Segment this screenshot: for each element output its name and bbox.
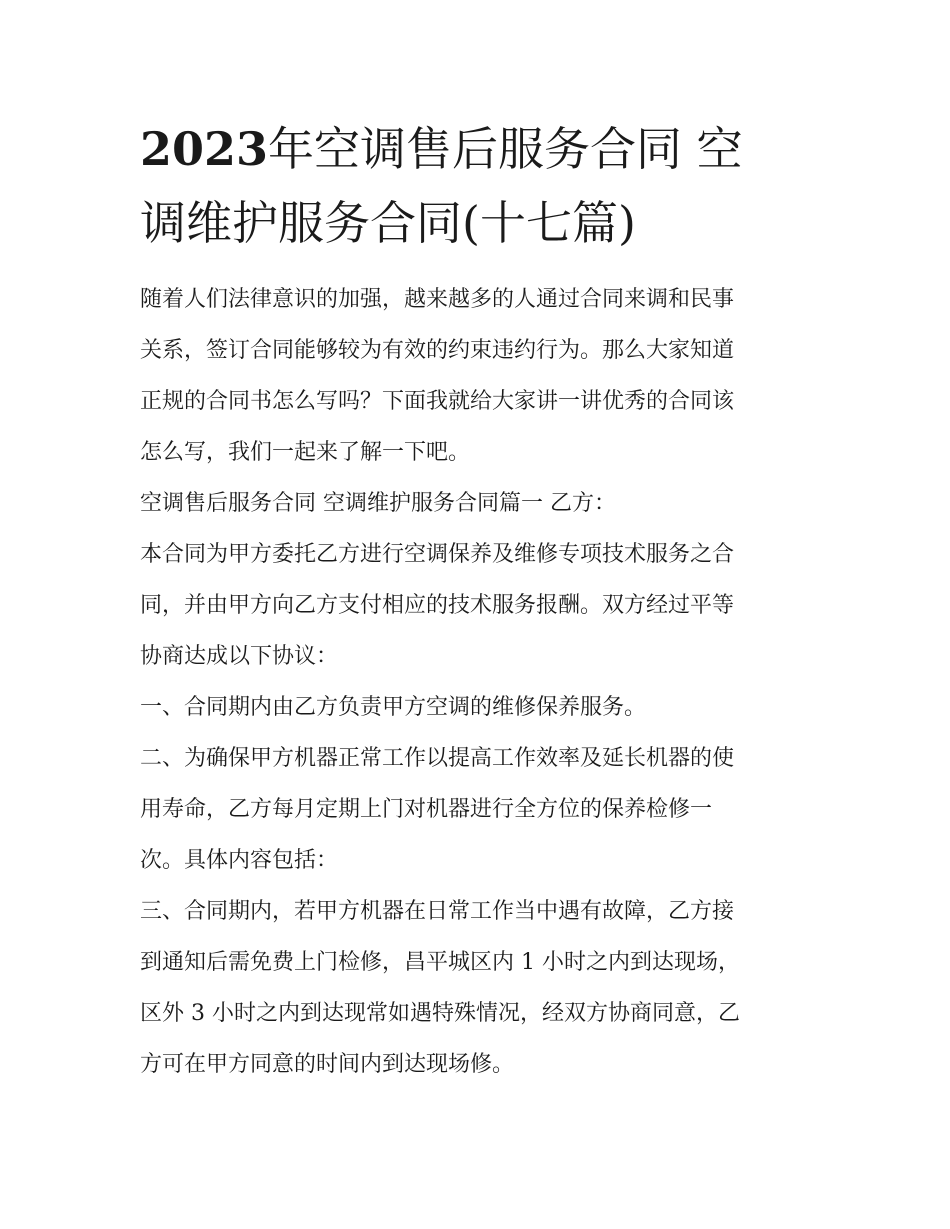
text-line: 随着人们法律意识的加强，越来越多的人通过合同来调和民事 [140, 287, 735, 312]
text-line: 一、合同期内由乙方负责甲方空调的维修保养服务。 [140, 695, 647, 720]
text-line: 同，并由甲方向乙方支付相应的技术服务报酬。双方经过平等 [140, 593, 735, 618]
text-line: 三、合同期内，若甲方机器在日常工作当中遇有故障，乙方接 [140, 899, 735, 924]
paragraph-contract-purpose [140, 529, 830, 682]
text-line: 方可在甲方同意的时间内到达现场修。 [140, 1052, 515, 1077]
paragraph-clause-2 [140, 733, 830, 886]
paragraph-clause-1 [140, 682, 830, 733]
title-line-1 [140, 112, 830, 186]
text-line: 怎么写，我们一起来了解一下吧。 [140, 440, 471, 465]
document-page [140, 112, 830, 1090]
text-line: 空调售后服务合同 空调维护服务合同篇一 乙方： [140, 491, 616, 516]
text-line: 关系，签订合同能够较为有效的约束违约行为。那么大家知道 [140, 338, 735, 363]
text-line: 二、为确保甲方机器正常工作以提高工作效率及延长机器的使 [140, 746, 735, 771]
document-title [140, 112, 830, 260]
text-line: 本合同为甲方委托乙方进行空调保养及维修专项技术服务之合 [140, 542, 735, 567]
text-line: 用寿命，乙方每月定期上门对机器进行全方位的保养检修一 [140, 797, 713, 822]
paragraph-intro [140, 274, 830, 478]
title-year: 2023 [140, 122, 269, 176]
text-line: 区外 3 小时之内到达现常如遇特殊情况，经双方协商同意，乙 [140, 1001, 740, 1026]
paragraph-clause-3 [140, 886, 830, 1090]
text-line: 到通知后需免费上门检修，昌平城区内 1 小时之内到达现场， [140, 950, 740, 975]
text-line: 次。具体内容包括： [140, 848, 339, 873]
text-line: 协商达成以下协议： [140, 644, 339, 669]
paragraph-section-heading [140, 478, 830, 529]
title-line-1-text: 年空调售后服务合同 空 [268, 122, 743, 176]
title-line-2: 调维护服务合同(十七篇) [140, 196, 636, 250]
text-line: 正规的合同书怎么写吗？下面我就给大家讲一讲优秀的合同该 [140, 389, 735, 414]
document-body [140, 274, 830, 1090]
